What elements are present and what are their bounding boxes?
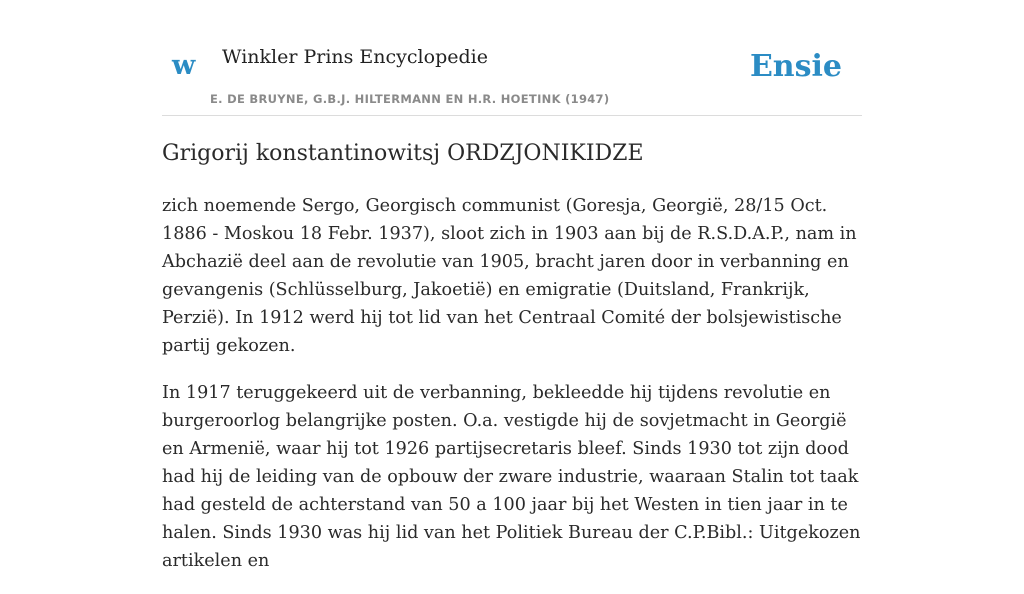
ensie-brand-link[interactable]: Ensie	[749, 49, 842, 84]
article-body	[162, 192, 862, 594]
article-paragraph: In 1917 teruggekeerd uit de verbanning, bekleedde hij tijdens revolutie en burgeroorlog belangrijke posten. O.a. vestigde hij de sovjetmacht in Georgië en Armenië, waar hij tot 1926 partijsecretaris bleef. Sinds 1930 tot zijn dood had hij de leiding van de opbouw der zware industrie, waaraan Stalin tot taak had gesteld de achterstand van 50 a 100 jaar bij het Westen in tien jaar in te halen. Sinds 1930 was hij lid van het Politiek Bureau der C.P.Bibl.: Uitgekozen artikelen en	[162, 383, 861, 571]
encyclopedia-header	[162, 30, 862, 116]
article-paragraph: zich noemende Sergo, Georgisch communist (Goresja, Georgië, 28/15 Oct. 1886 - Moskou 18 Febr. 1937), sloot zich in 1903 aan bij de R.S.D.A.P., nam in Abchazië deel aan de revolutie van 1905, bracht jaren door in verbanning en gevangenis (Schlüsselburg, Jakoetië) en emigratie (Duitsland, Frankrijk, Perzië). In 1912 werd hij tot lid van het Centraal Comité der bolsjewistische partij gekozen.	[162, 196, 857, 356]
publication-title[interactable]: Winkler Prins Encyclopedie	[222, 46, 488, 68]
publication-authors: E. DE BRUYNE, G.B.J. HILTERMANN EN H.R. HOETINK (1947)	[210, 92, 610, 106]
article-title: Grigorij konstantinowitsj ORDZJONIKIDZE	[162, 141, 644, 166]
publication-logo[interactable]: w	[172, 50, 196, 81]
